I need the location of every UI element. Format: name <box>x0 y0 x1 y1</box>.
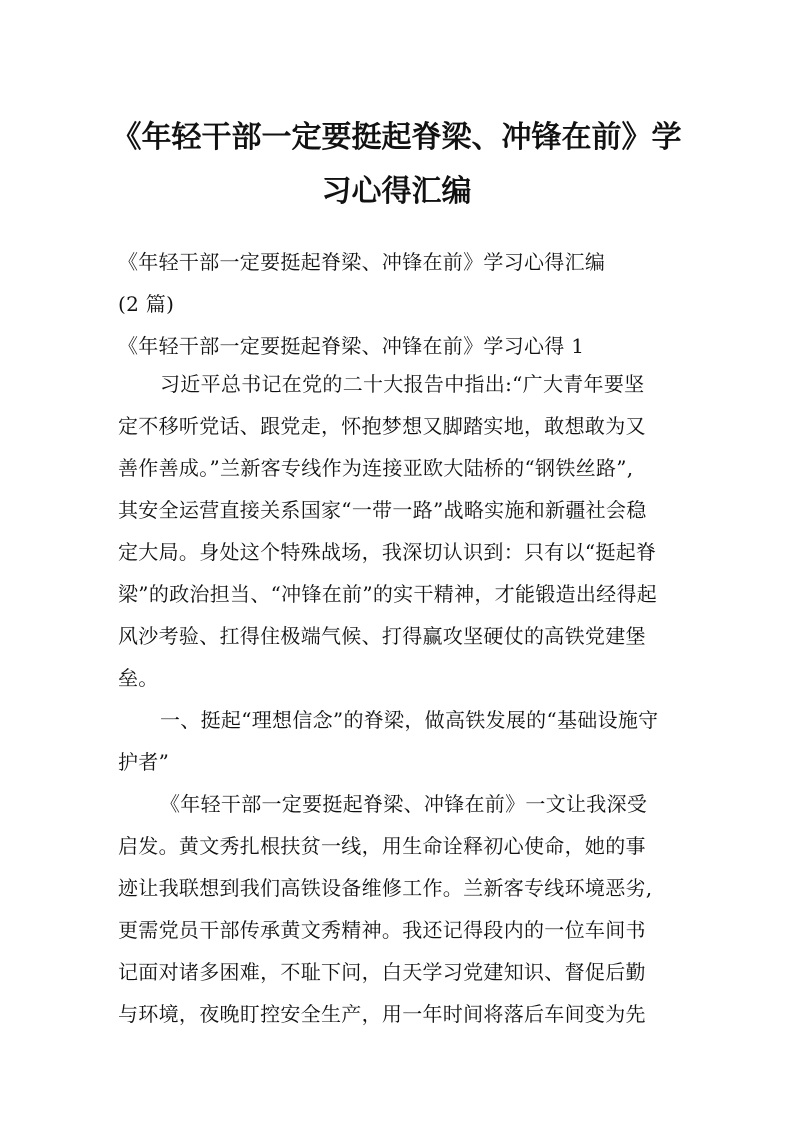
document-title-line-1: 《年轻干部一定要挺起脊梁、冲锋在前》学 <box>111 120 682 155</box>
subtitle-line-1: 《年轻干部一定要挺起脊梁、冲锋在前》学习心得汇编 <box>118 250 606 274</box>
subtitle-line-2: (2 篇) <box>118 292 175 316</box>
section-heading: 《年轻干部一定要挺起脊梁、冲锋在前》学习心得 1 <box>118 334 585 358</box>
subsection-heading-cont: 护者” <box>118 750 170 774</box>
paragraph-line: 定大局。身处这个特殊战场，我深切认识到：只有以“挺起脊 <box>118 540 657 564</box>
paragraph-line: 梁”的政治担当、“冲锋在前”的实干精神，才能锻造出经得起 <box>118 582 658 606</box>
paragraph-line: 迹让我联想到我们高铁设备维修工作。兰新客专线环境恶劣, <box>118 876 653 900</box>
paragraph-line: 其安全运营直接关系国家“一带一路”战略实施和新疆社会稳 <box>118 498 647 522</box>
paragraph-line: 习近平总书记在党的二十大报告中指出:“广大青年要坚 <box>160 372 645 396</box>
paragraph-line: 与环境，夜晚盯控安全生产，用一年时间将落后车间变为先 <box>118 1002 646 1026</box>
document-title-line-2: 习心得汇编 <box>321 174 472 209</box>
paragraph-line: 更需党员干部传承黄文秀精神。我还记得段内的一位车间书 <box>118 918 646 942</box>
paragraph-line: 启发。黄文秀扎根扶贫一线，用生命诠释初心使命，她的事 <box>118 834 646 858</box>
paragraph-line: 善作善成。”兰新客专线作为连接亚欧大陆桥的“钢铁丝路”, <box>118 456 634 480</box>
paragraph-line: 记面对诸多困难，不耻下问，白天学习党建知识、督促后勤 <box>118 960 646 984</box>
paragraph-line: 《年轻干部一定要挺起脊梁、冲锋在前》一文让我深受 <box>160 792 648 816</box>
paragraph-line: 风沙考验、扛得住极端气候、打得赢攻坚硬仗的高铁党建堡 <box>118 624 646 648</box>
paragraph-line: 定不移听党话、跟党走，怀抱梦想又脚踏实地，敢想敢为又 <box>118 414 646 438</box>
subsection-heading: 一、挺起“理想信念”的脊梁，做高铁发展的“基础设施守 <box>160 708 659 732</box>
paragraph-line: 垒。 <box>118 666 159 690</box>
